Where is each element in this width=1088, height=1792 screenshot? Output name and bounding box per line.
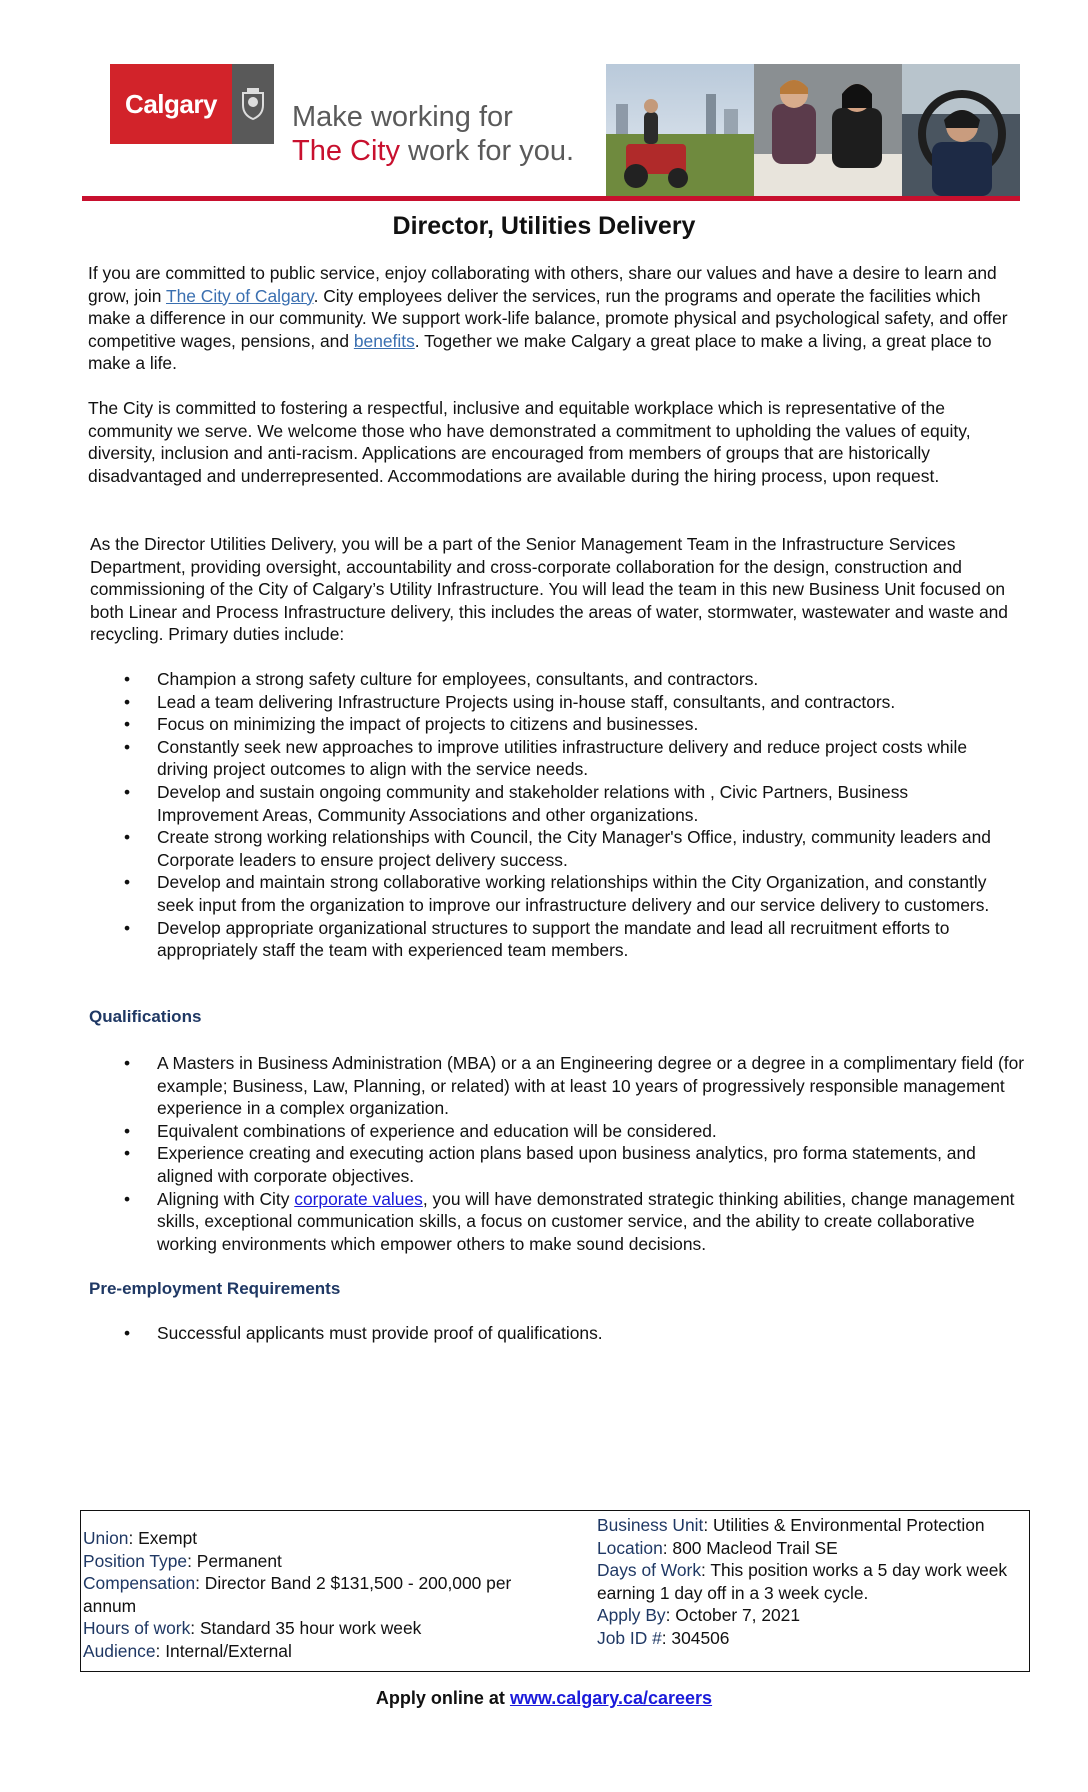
requirement-text: Successful applicants must provide proof of qualifications. — [157, 1323, 603, 1343]
list-item — [124, 1322, 1034, 1345]
slogan — [292, 100, 574, 168]
banner-photo-office — [754, 64, 902, 196]
intro-text-3: . Together we make Calgary a great place to make a living, a great place to make a life. — [88, 330, 992, 374]
banner-photo-bus-driver — [902, 64, 1020, 196]
union-row — [83, 1527, 553, 1550]
location-value: : 800 Macleod Trail SE — [662, 1537, 838, 1558]
list-item — [124, 1142, 1034, 1187]
apply-by-row — [597, 1604, 1017, 1627]
bullet: • — [124, 781, 131, 802]
job-details-left — [83, 1527, 553, 1663]
pre-employment-heading: Pre-employment Requirements — [89, 1279, 341, 1298]
duty-text: Develop and sustain ongoing community and stakeholder relations with , Civic Partners, Business Improvement Areas, Community Associations and other organizations. — [157, 781, 909, 825]
location-label: Location — [597, 1537, 663, 1558]
page-title: Director, Utilities Delivery — [392, 212, 696, 240]
bullet: • — [124, 1120, 131, 1141]
list-item — [124, 781, 1014, 826]
role-paragraph: As the Director Utilities Delivery, you will be a part of the Senior Management Team in the Infrastructure Services Department, providing oversight, accountability and cross-corporate collaboration for the design, construction and commissioning of the City of Calgary’s Utility Infrastructure. You will lead the team in this new Business Unit focused on both Linear and Process Infrastructure delivery, this includes the areas of water, stormwater, wastewater and waste and recycling. Primary duties include: — [90, 534, 1008, 645]
qualifications-list — [124, 1052, 1034, 1255]
qualification-text-end: , you will have demonstrated strategic thinking abilities, change management skills, exceptional communication skills, a focus on customer service, and the ability to create collaborative working environments which empower others to make sound decisions. — [157, 1188, 1015, 1254]
duty-text: Constantly seek new approaches to improve utilities infrastructure delivery and reduce project costs while driving project outcomes to align with the service needs. — [157, 736, 968, 780]
slogan-line2 — [292, 134, 574, 168]
qualifications-heading: Qualifications — [89, 1007, 202, 1026]
list-item — [124, 1188, 1034, 1256]
job-details-box — [80, 1510, 1030, 1672]
days-of-work-label: Days of Work — [597, 1560, 702, 1581]
hours-row — [83, 1617, 553, 1640]
bullet: • — [124, 669, 131, 689]
bullet: • — [124, 1323, 131, 1343]
qualification-text: A Masters in Business Administration (MBA) or a an Engineering degree or a degree in a complimentary field (for example; Business, Law, Planning, or related) with at least 10 years of progressively responsible management experience in a complex organization. — [157, 1053, 1025, 1119]
union-value: : Exempt — [128, 1528, 198, 1548]
city-of-calgary-link[interactable]: The City of Calgary — [166, 285, 314, 306]
duties-list — [124, 668, 1014, 962]
duty-text: Lead a team delivering Infrastructure Projects using in-house staff, consultants, and contractors. — [157, 691, 896, 712]
list-item — [124, 1052, 1034, 1120]
location-row — [597, 1537, 1017, 1560]
job-id-value: : 304506 — [661, 1627, 730, 1648]
business-unit-row — [597, 1514, 1017, 1537]
qualification-text: Experience creating and executing action plans based upon business analytics, pro forma statements, and aligned with corporate objectives. — [157, 1143, 976, 1186]
apply-by-label: Apply By — [597, 1605, 666, 1626]
union-label: Union — [83, 1528, 129, 1548]
city-crest-icon — [232, 64, 274, 144]
bullet: • — [124, 691, 131, 712]
position-type-row — [83, 1550, 553, 1573]
slogan-rest: work for you. — [399, 135, 575, 167]
banner-divider — [82, 196, 1020, 201]
duty-text: Champion a strong safety culture for employees, consultants, and contractors. — [157, 669, 759, 689]
position-type-value: : Permanent — [187, 1550, 282, 1571]
business-unit-label: Business Unit — [597, 1515, 704, 1535]
intro-text-1: If you are committed to public service, enjoy collaborating with others, share our values and have a desire to learn and grow, join — [88, 263, 997, 306]
list-item — [124, 713, 1014, 736]
duty-text: Create strong working relationships with Council, the City Manager's Office, industry, community leaders and Corporate leaders to ensure project delivery success. — [157, 827, 991, 870]
duty-text: Develop appropriate organizational structures to support the mandate and lead all recruitment efforts to appropriately staff the team with experienced team members. — [157, 917, 950, 961]
audience-label: Audience — [83, 1640, 156, 1661]
pre-employment-list — [124, 1322, 1034, 1345]
apply-online — [0, 1688, 1088, 1709]
intro-paragraph — [88, 262, 1018, 375]
list-item — [124, 871, 1014, 916]
inclusion-paragraph: The City is committed to fostering a respectful, inclusive and equitable workplace which is representative of the community we serve. We welcome those who have demonstrated a commitment to upholding the values of equity, diversity, inclusion and anti-racism. Applications are encouraged from members of groups that are historically disadvantaged and underrepresented. Accommodations are available during the hiring process, upon request. — [88, 398, 971, 486]
compensation-label: Compensation — [83, 1573, 196, 1594]
days-of-work-value: : This position works a 5 day work week earning 1 day off in a 3 week cycle. — [597, 1560, 1008, 1603]
calgary-logo — [110, 64, 232, 144]
business-unit-value: : Utilities & Environmental Protection — [703, 1515, 985, 1535]
apply-by-value: : October 7, 2021 — [665, 1605, 801, 1626]
apply-text: Apply online at — [375, 1688, 510, 1708]
slogan-line1: Make working for — [292, 101, 513, 133]
logo-text: Calgary — [125, 88, 217, 119]
position-type-label: Position Type — [83, 1550, 188, 1571]
bullet: • — [124, 917, 131, 938]
audience-row — [83, 1640, 553, 1663]
compensation-value: : Director Band 2 $131,500 - 200,000 per annum — [83, 1573, 512, 1616]
hours-value: : Standard 35 hour work week — [190, 1618, 422, 1639]
careers-link[interactable]: www.calgary.ca/careers — [509, 1688, 713, 1708]
bullet: • — [124, 1188, 131, 1209]
hours-label: Hours of work — [83, 1618, 191, 1639]
benefits-link[interactable]: benefits — [353, 330, 415, 351]
bullet: • — [124, 714, 131, 735]
job-id-label: Job ID # — [597, 1627, 662, 1648]
days-of-work-row — [597, 1559, 1017, 1604]
job-details-right — [597, 1514, 1017, 1650]
intro-text-2: . City employees deliver the services, run the programs and operate the facilities which make a difference in our community. We support work-life balance, promote physical and psychological safety, and offer competitive wages, pensions, and — [88, 285, 1008, 351]
list-item — [124, 668, 1014, 691]
list-item — [124, 1120, 1034, 1143]
slogan-city: The City — [292, 135, 400, 167]
compensation-row — [83, 1572, 553, 1617]
duty-text: Develop and maintain strong collaborative working relationships within the City Organization, and constantly seek input from the organization to improve our infrastructure delivery and our service delivery to customers. — [157, 872, 990, 915]
corporate-values-link[interactable]: corporate values — [294, 1188, 423, 1209]
list-item — [124, 917, 1014, 962]
bullet: • — [124, 1053, 131, 1073]
bullet: • — [124, 872, 131, 893]
bullet: • — [124, 827, 131, 848]
list-item — [124, 691, 1014, 714]
duty-text: Focus on minimizing the impact of projects to citizens and businesses. — [157, 714, 699, 735]
audience-value: : Internal/External — [155, 1640, 292, 1661]
job-id-row — [597, 1627, 1017, 1650]
banner-photo-mower — [606, 64, 754, 196]
bullet: • — [124, 1143, 131, 1164]
list-item — [124, 826, 1014, 871]
qualification-text: Equivalent combinations of experience and education will be considered. — [157, 1120, 717, 1141]
list-item — [124, 736, 1014, 781]
qualification-text-start: Aligning with City — [157, 1188, 295, 1209]
bullet: • — [124, 736, 131, 757]
